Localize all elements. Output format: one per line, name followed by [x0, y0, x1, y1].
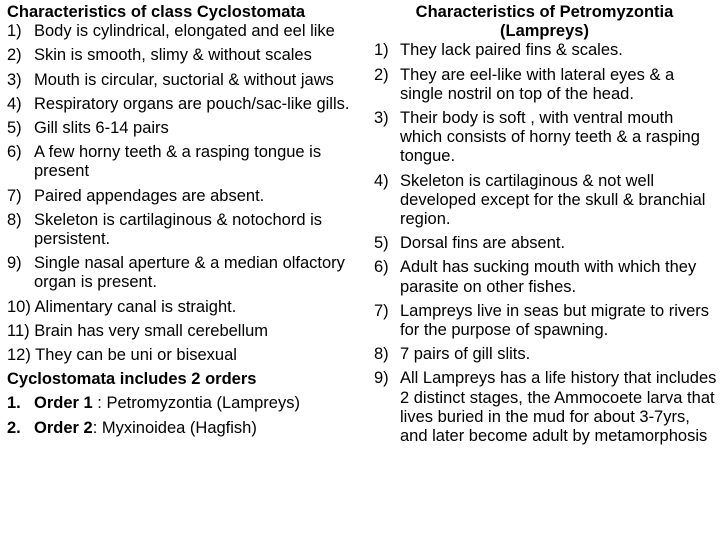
- list-item: [372, 369, 717, 446]
- order-label: Order 2: [34, 418, 93, 437]
- item-text: They lack paired fins & scales.: [400, 41, 623, 60]
- petromyzontia-title: [372, 3, 717, 41]
- item-number: 2.: [7, 418, 21, 437]
- list-item: [7, 187, 359, 206]
- item-number: 1): [7, 22, 22, 41]
- item-number: 1.: [7, 394, 21, 413]
- item-text: Lampreys live in seas but migrate to rivers for the purpose of spawning.: [400, 301, 710, 340]
- item-number: 2): [374, 65, 389, 84]
- item-text: They can be uni or bisexual: [35, 346, 237, 365]
- order-label: Order 1: [34, 394, 93, 413]
- item-number: 9): [7, 254, 22, 273]
- list-item: [7, 211, 359, 249]
- list-item: [372, 234, 717, 253]
- item-text: Alimentary canal is straight.: [34, 297, 237, 316]
- item-number: 7): [7, 186, 22, 205]
- item-number: 8): [7, 210, 22, 229]
- item-number: 7): [374, 301, 389, 320]
- item-text: Body is cylindrical, elongated and eel like: [34, 22, 335, 41]
- item-text: Adult has sucking mouth with which they parasite on other fishes.: [400, 258, 697, 296]
- list-item: [372, 302, 717, 340]
- list-item: [372, 109, 717, 167]
- item-number: 12): [7, 346, 31, 365]
- order-text: : Petromyzontia (Lampreys): [92, 394, 300, 413]
- list-item: [7, 254, 359, 292]
- order-text: : Myxinoidea (Hagfish): [92, 418, 257, 437]
- item-text: They are eel-like with lateral eyes & a single nostril on top of the head.: [400, 65, 675, 103]
- item-number: 4): [7, 94, 22, 113]
- orders-heading: Cyclostomata includes 2 orders: [7, 370, 257, 389]
- list-item: [7, 298, 359, 317]
- list-item: [7, 322, 359, 341]
- cyclostomata-column: [7, 3, 359, 443]
- item-number: 5): [374, 234, 389, 253]
- list-item: [7, 46, 359, 65]
- list-item: [372, 258, 717, 296]
- list-item: [7, 95, 359, 114]
- item-text: Paired appendages are absent.: [34, 186, 265, 205]
- item-text: Gill slits 6-14 pairs: [34, 119, 169, 138]
- item-number: 6): [7, 143, 22, 162]
- item-text: Single nasal aperture & a median olfactory organ is present.: [34, 254, 345, 292]
- petromyzontia-list: [372, 41, 717, 446]
- item-text: 7 pairs of gill slits.: [400, 345, 531, 364]
- item-number: 4): [374, 171, 389, 190]
- list-item: [7, 419, 359, 438]
- list-item: [372, 41, 717, 60]
- list-item: [372, 66, 717, 104]
- item-text: All Lampreys has a life history that includes 2 distinct stages, the Ammocoete larva that lives buried in the mud for about 3-7yrs, and later become adult by metamorphosis: [400, 369, 717, 446]
- item-number: 6): [374, 258, 389, 277]
- cyclostomata-list: [7, 22, 359, 292]
- title-line: (Lampreys): [500, 22, 589, 41]
- item-number: 11): [7, 321, 30, 340]
- list-item: [7, 71, 359, 90]
- item-text: Dorsal fins are absent.: [400, 234, 566, 253]
- cyclostomata-title: Characteristics of class Cyclostomata: [7, 3, 306, 21]
- item-text: Respiratory organs are pouch/sac-like gills.: [34, 94, 350, 113]
- list-item: [7, 22, 359, 41]
- item-text: A few horny teeth & a rasping tongue is present: [34, 143, 322, 181]
- petromyzontia-column: [372, 3, 717, 451]
- item-text: Skin is smooth, slimy & without scales: [34, 46, 312, 65]
- orders-list: [7, 394, 359, 437]
- list-item: [372, 172, 717, 230]
- list-item: [7, 394, 359, 413]
- item-number: 10): [7, 297, 31, 316]
- item-number: 3): [374, 109, 389, 128]
- item-number: 5): [7, 119, 22, 138]
- item-text: Skeleton is cartilaginous & not well developed except for the skull & branchial region.: [400, 171, 706, 229]
- item-text: Their body is soft , with ventral mouth which consists of horny teeth & a rasping tongue.: [400, 109, 700, 166]
- cyclostomata-list-continued: [7, 298, 359, 366]
- item-number: 8): [374, 345, 389, 364]
- item-number: 9): [374, 369, 389, 388]
- list-item: [7, 346, 359, 365]
- list-item: [7, 143, 359, 181]
- item-text: Skeleton is cartilaginous & notochord is persistent.: [34, 210, 322, 249]
- item-number: 3): [7, 70, 22, 89]
- list-item: [7, 119, 359, 138]
- title-line: Characteristics of Petromyzontia: [415, 3, 674, 21]
- list-item: [372, 345, 717, 364]
- item-number: 2): [7, 46, 22, 65]
- item-text: Brain has very small cerebellum: [34, 321, 269, 340]
- item-number: 1): [374, 41, 389, 60]
- item-text: Mouth is circular, suctorial & without jaws: [34, 70, 334, 89]
